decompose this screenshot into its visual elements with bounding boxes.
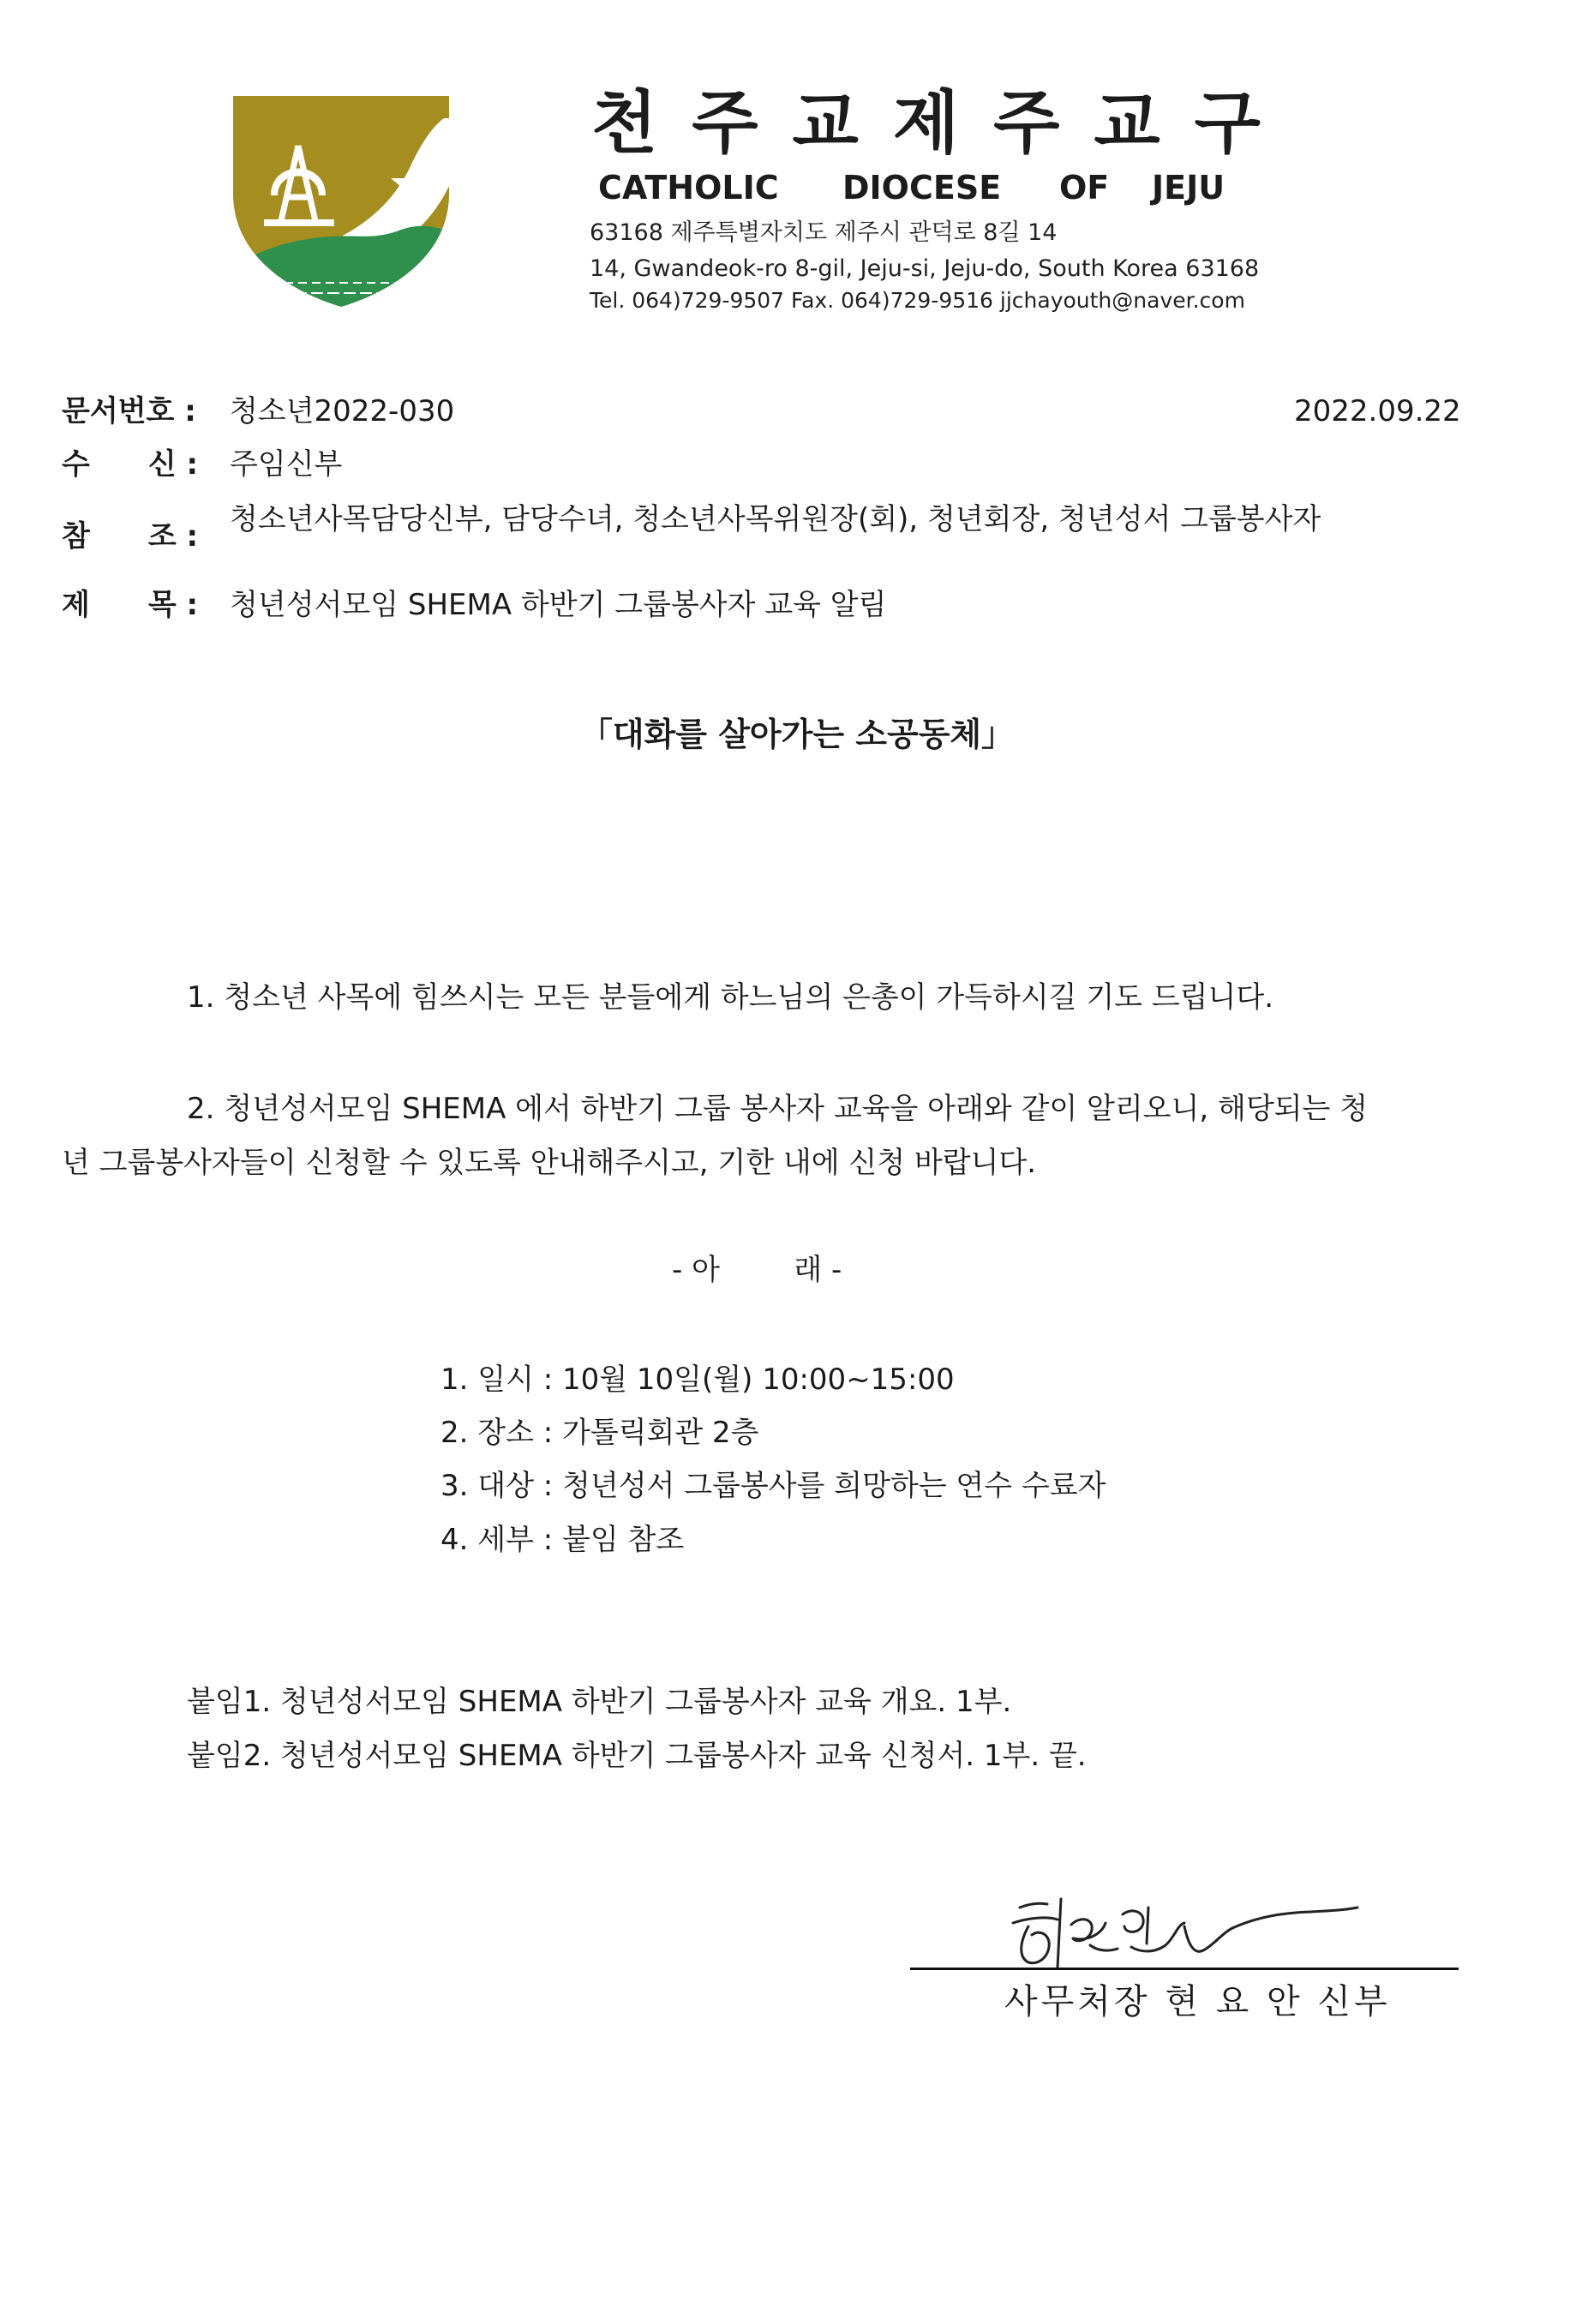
org-en-word: DIOCESE	[842, 169, 1002, 207]
contact-info: Tel. 064)729-9507 Fax. 064)729-9516 jjchayouth@naver.com	[590, 288, 1245, 313]
organization-name-korean: 천주교제주교구	[591, 83, 1295, 163]
reference-label: 참 조 :	[62, 519, 199, 554]
body-paragraph-1: 1. 청소년 사목에 힘쓰시는 모든 분들에게 하느님의 은총이 가득하시길 기도 드립니다.	[187, 980, 1274, 1015]
detail-item-place: 2. 장소 : 가톨릭회관 2층	[440, 1416, 759, 1450]
detail-item-target: 3. 대상 : 청년성서 그룹봉사를 희망하는 연수 수료자	[440, 1469, 1106, 1503]
document-title: 「대화를 살아가는 소공동체」	[579, 716, 1015, 753]
notice-heading: - 아 래 -	[672, 1253, 842, 1287]
address-english: 14, Gwandeok-ro 8-gil, Jeju-si, Jeju-do, South Korea 63168	[590, 255, 1260, 282]
signature-line	[910, 1968, 1459, 1970]
subject-label: 제 목 :	[62, 588, 199, 622]
recipient-value: 주임신부	[230, 447, 343, 482]
org-en-word: CATHOLIC	[598, 169, 779, 207]
organization-name-english	[598, 169, 1225, 207]
address-korean: 63168 제주특별자치도 제주시 관덕로 8길 14	[590, 219, 1058, 246]
recipient-label: 수 신 :	[62, 447, 199, 482]
attachment-2: 붙임2. 청년성서모임 SHEMA 하반기 그룹봉사자 교육 신청서. 1부. 끝.	[187, 1739, 1087, 1773]
org-en-word: JEJU	[1152, 169, 1225, 207]
attachment-1: 붙임1. 청년성서모임 SHEMA 하반기 그룹봉사자 교육 개요. 1부.	[187, 1685, 1012, 1719]
doc-number-value: 청소년2022-030	[230, 394, 455, 428]
body-paragraph-2-line-1: 2. 청년성서모임 SHEMA 에서 하반기 그룹 봉사자 교육을 아래와 같이 알리오니, 해당되는 청	[187, 1092, 1369, 1126]
body-paragraph-2-line-2: 년 그룹봉사자들이 신청할 수 있도록 안내해주시고, 기한 내에 신청 바랍니다.	[62, 1146, 1037, 1180]
signer-name: 사무처장 현 요 안 신부	[1004, 1982, 1391, 2022]
reference-value: 청소년사목담당신부, 담당수녀, 청소년사목위원장(회), 청년회장, 청년성서 그룹봉사자	[230, 502, 1321, 536]
detail-item-date: 1. 일시 : 10월 10일(월) 10:00~15:00	[440, 1363, 955, 1397]
detail-item-details: 4. 세부 : 붙임 참조	[440, 1523, 685, 1557]
doc-number-label: 문서번호 :	[62, 394, 196, 428]
org-en-word: OF	[1059, 169, 1110, 207]
subject-value: 청년성서모임 SHEMA 하반기 그룹봉사자 교육 알림	[230, 588, 887, 622]
doc-date: 2022.09.22	[1294, 394, 1461, 428]
diocese-logo-icon	[230, 93, 452, 308]
